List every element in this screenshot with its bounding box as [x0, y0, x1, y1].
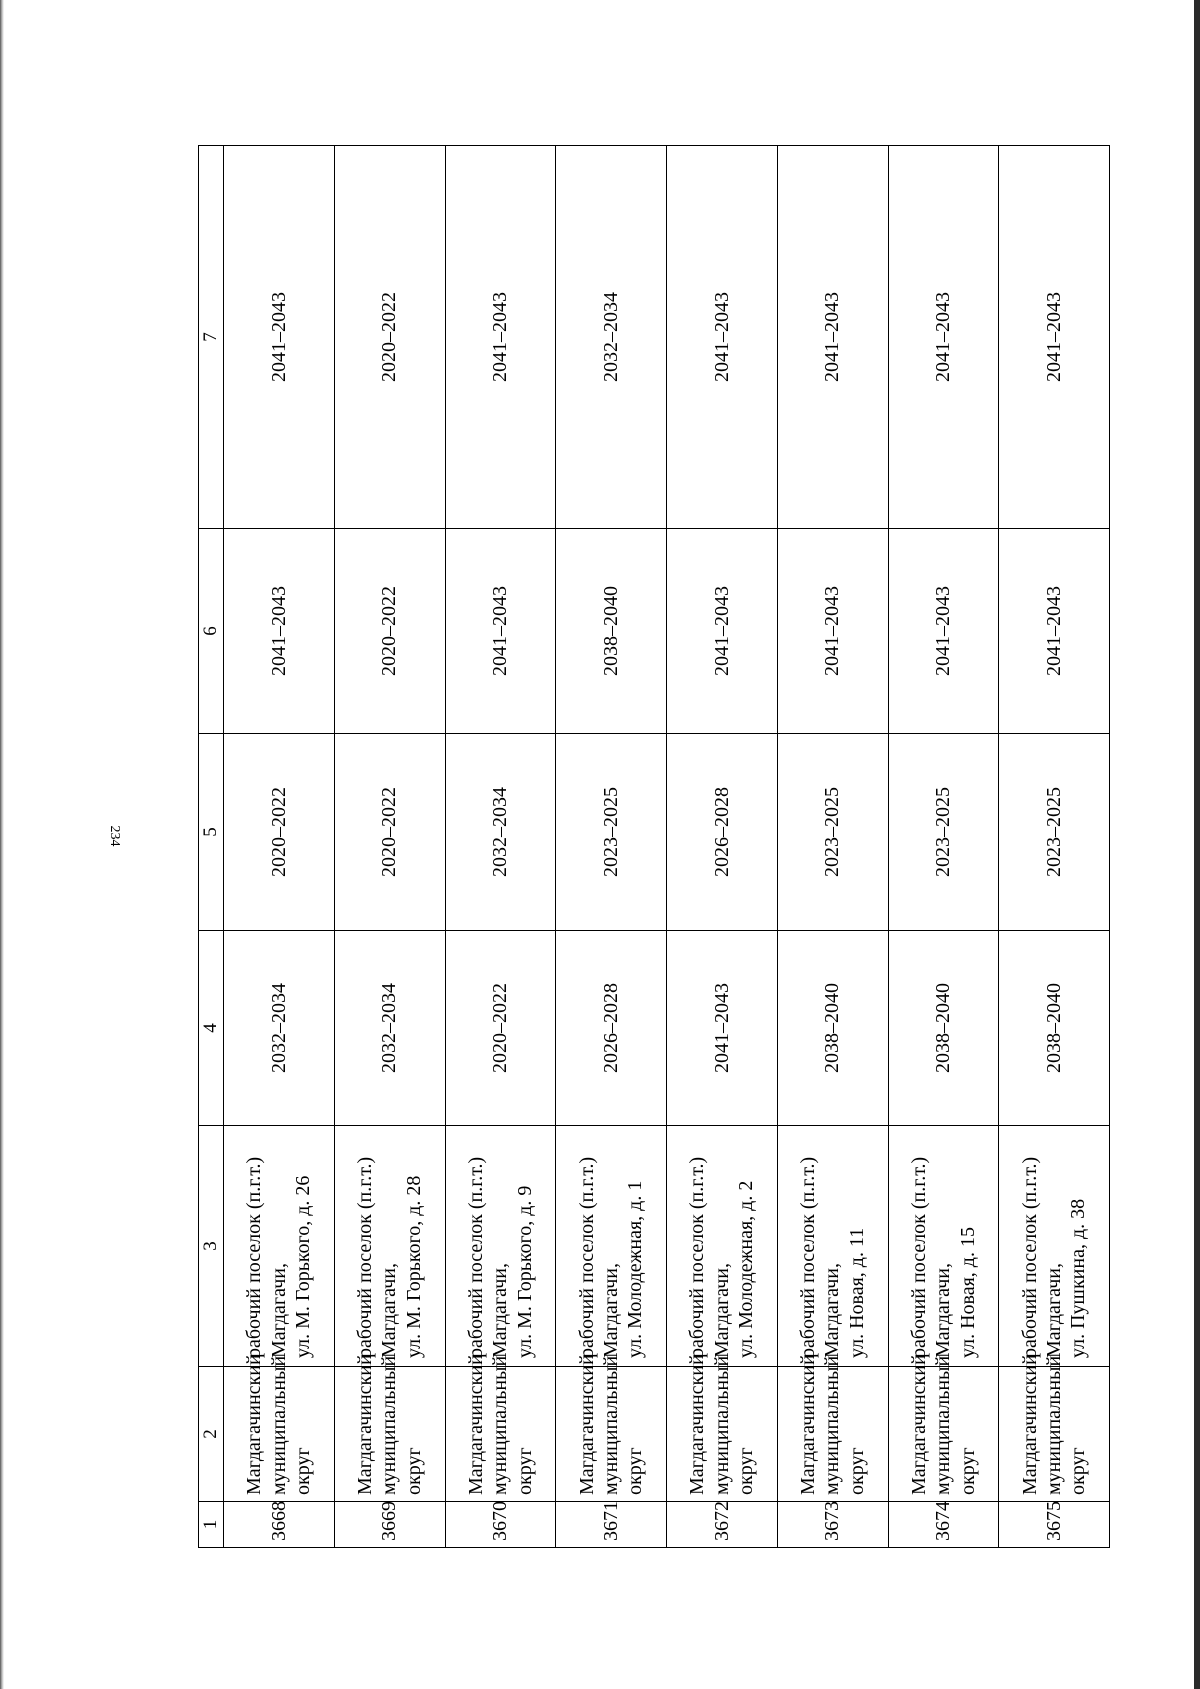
district-line: Магдагачинский	[575, 1354, 598, 1495]
address-line: рабочий поселок (п.г.т.)	[243, 1156, 266, 1358]
district-line: Магдагачинский	[797, 1354, 820, 1495]
district-line: Магдагачинский	[354, 1354, 377, 1495]
address-line: рабочий поселок (п.г.т.)	[354, 1156, 377, 1358]
district-line: округ	[624, 1447, 647, 1495]
period-cell-c4: 2032–2034	[224, 931, 335, 1126]
district-line: Магдагачинский	[1018, 1354, 1041, 1495]
period-cell-c5: 2020–2022	[334, 734, 445, 931]
address-line: рабочий поселок (п.г.т.)	[1018, 1156, 1041, 1358]
period-cell-c6: 2020–2022	[334, 529, 445, 734]
period-cell-c7: 2041–2043	[667, 146, 778, 529]
registry-table	[198, 145, 1110, 1548]
district-cell	[224, 1354, 335, 1502]
address-cell	[556, 1126, 667, 1367]
district-line: округ	[1067, 1447, 1090, 1495]
header-cell-4: 4	[199, 931, 224, 1126]
district-line: округ	[845, 1447, 868, 1495]
table-row	[224, 146, 335, 1548]
district-line: муниципальный	[710, 1355, 733, 1495]
address-line: Магдагачи,	[932, 1263, 955, 1358]
header-cell-7: 7	[199, 146, 224, 529]
period-cell-c4: 2038–2040	[888, 931, 999, 1126]
header-cell-6: 6	[199, 529, 224, 734]
district-line: Магдагачинский	[243, 1354, 266, 1495]
address-line: Магдагачи,	[489, 1263, 512, 1358]
district-line: муниципальный	[267, 1355, 290, 1495]
period-cell-c4: 2020–2022	[445, 931, 556, 1126]
scan-edge-right	[1194, 0, 1200, 1689]
period-cell-c7: 2041–2043	[777, 146, 888, 529]
period-cell-c5: 2023–2025	[999, 734, 1110, 931]
period-cell-c5: 2032–2034	[445, 734, 556, 931]
period-cell-c5: 2023–2025	[888, 734, 999, 931]
district-line: муниципальный	[599, 1355, 622, 1495]
period-cell-c6: 2041–2043	[667, 529, 778, 734]
table-row	[445, 146, 556, 1548]
record-number-cell: 3675	[999, 1502, 1110, 1548]
record-number-cell: 3672	[667, 1502, 778, 1548]
header-cell-1: 1	[199, 1502, 224, 1548]
district-cell	[999, 1354, 1110, 1502]
address-line: рабочий поселок (п.г.т.)	[907, 1156, 930, 1358]
record-number-cell: 3669	[334, 1502, 445, 1548]
page-number: 234	[107, 825, 122, 847]
period-cell-c7: 2032–2034	[556, 146, 667, 529]
district-line: муниципальный	[932, 1355, 955, 1495]
period-cell-c7: 2041–2043	[445, 146, 556, 529]
period-cell-c6: 2041–2043	[999, 529, 1110, 734]
period-cell-c6: 2041–2043	[445, 529, 556, 734]
table-rotation-container	[198, 146, 1110, 1548]
record-number-cell: 3670	[445, 1502, 556, 1548]
district-cell	[445, 1354, 556, 1502]
table-body	[199, 146, 1110, 1548]
address-line: ул. М. Горького, д. 26	[292, 1175, 315, 1358]
district-line: округ	[956, 1447, 979, 1495]
address-cell	[667, 1126, 778, 1367]
address-cell	[888, 1126, 999, 1367]
header-cell-3: 3	[199, 1126, 224, 1367]
period-cell-c5: 2023–2025	[556, 734, 667, 931]
period-cell-c5: 2020–2022	[224, 734, 335, 931]
address-cell	[334, 1126, 445, 1367]
period-cell-c4: 2041–2043	[667, 931, 778, 1126]
district-cell	[777, 1354, 888, 1502]
period-cell-c5: 2023–2025	[777, 734, 888, 931]
period-cell-c4: 2038–2040	[777, 931, 888, 1126]
district-line: муниципальный	[489, 1355, 512, 1495]
address-line: Магдагачи,	[1042, 1263, 1065, 1358]
rotated-table-frame	[198, 146, 1110, 1548]
record-number-cell: 3674	[888, 1502, 999, 1548]
table-row	[556, 146, 667, 1548]
address-cell	[999, 1126, 1110, 1367]
address-line: рабочий поселок (п.г.т.)	[464, 1156, 487, 1358]
period-cell-c4: 2038–2040	[999, 931, 1110, 1126]
address-line: Магдагачи,	[378, 1263, 401, 1358]
address-line: рабочий поселок (п.г.т.)	[686, 1156, 709, 1358]
address-line: ул. М. Горького, д. 28	[402, 1175, 425, 1358]
district-line: муниципальный	[1042, 1355, 1065, 1495]
address-line: Магдагачи,	[267, 1263, 290, 1358]
record-number-cell: 3673	[777, 1502, 888, 1548]
district-line: муниципальный	[821, 1355, 844, 1495]
period-cell-c6: 2041–2043	[777, 529, 888, 734]
address-line: рабочий поселок (п.г.т.)	[575, 1156, 598, 1358]
period-cell-c6: 2038–2040	[556, 529, 667, 734]
address-line: ул. Молодежная, д. 2	[735, 1180, 758, 1358]
scan-edge-left	[0, 0, 4, 1689]
address-cell	[777, 1126, 888, 1367]
period-cell-c7: 2041–2043	[888, 146, 999, 529]
address-line: ул. Новая, д. 15	[956, 1227, 979, 1358]
address-line: ул. Пушкина, д. 38	[1067, 1198, 1090, 1358]
table-row	[334, 146, 445, 1548]
address-line: ул. М. Горького, д. 9	[513, 1185, 536, 1358]
period-cell-c6: 2041–2043	[888, 529, 999, 734]
address-line: Магдагачи,	[599, 1263, 622, 1358]
district-line: муниципальный	[378, 1355, 401, 1495]
district-line: округ	[513, 1447, 536, 1495]
district-line: округ	[735, 1447, 758, 1495]
district-cell	[334, 1354, 445, 1502]
address-cell	[224, 1126, 335, 1367]
district-line: округ	[292, 1447, 315, 1495]
district-line: Магдагачинский	[686, 1354, 709, 1495]
district-line: Магдагачинский	[907, 1354, 930, 1495]
address-line: Магдагачи,	[821, 1263, 844, 1358]
address-line: Магдагачи,	[710, 1263, 733, 1358]
record-number-cell: 3668	[224, 1502, 335, 1548]
district-line: Магдагачинский	[464, 1354, 487, 1495]
table-row	[888, 146, 999, 1548]
header-cell-5: 5	[199, 734, 224, 931]
table-header-row	[199, 146, 224, 1548]
period-cell-c5: 2026–2028	[667, 734, 778, 931]
period-cell-c6: 2041–2043	[224, 529, 335, 734]
address-line: ул. Молодежная, д. 1	[624, 1180, 647, 1358]
district-cell	[667, 1354, 778, 1502]
period-cell-c7: 2041–2043	[224, 146, 335, 529]
table-row	[999, 146, 1110, 1548]
address-cell	[445, 1126, 556, 1367]
table-row	[667, 146, 778, 1548]
table-row	[777, 146, 888, 1548]
period-cell-c7: 2020–2022	[334, 146, 445, 529]
header-cell-2: 2	[199, 1367, 224, 1502]
period-cell-c4: 2026–2028	[556, 931, 667, 1126]
district-line: округ	[402, 1447, 425, 1495]
district-cell	[556, 1354, 667, 1502]
address-line: ул. Новая, д. 11	[845, 1227, 868, 1358]
address-line: рабочий поселок (п.г.т.)	[797, 1156, 820, 1358]
period-cell-c4: 2032–2034	[334, 931, 445, 1126]
district-cell	[888, 1354, 999, 1502]
record-number-cell: 3671	[556, 1502, 667, 1548]
period-cell-c7: 2041–2043	[999, 146, 1110, 529]
